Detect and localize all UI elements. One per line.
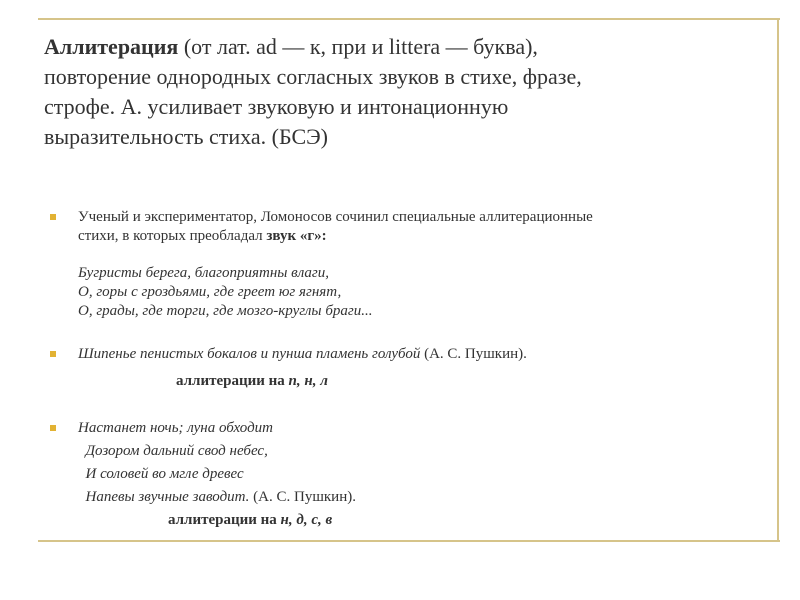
term-heading: Аллитерация [44,34,179,59]
right-rule [777,18,779,542]
definition-paragraph [44,32,734,152]
bullet-marker-icon [50,425,56,431]
verse-line: Бугристы берега, благоприятны влаги, [78,265,330,281]
attribution: (А. С. Пушкин). [420,346,527,362]
list-item [50,208,760,321]
pushkin-quote-line [78,345,760,364]
verse-line: Напевы звучные заводит. [78,489,250,505]
verse-line: О, горы с гроздьями, где греет юг ягнят, [78,284,342,300]
definition-line-4: выразительность стиха. (БСЭ) [44,124,328,149]
bullet-marker-icon [50,351,56,357]
verse-line: Настанет ночь; луна обходит [78,420,274,436]
sound-g-label: звук «г»: [266,228,327,244]
intro-text: стихи, в которых преобладал [78,228,267,244]
lomonosov-intro-line-1: Ученый и экспериментатор, Ломоносов сочинил специальные аллитерационные [78,209,593,225]
alliteration-label: аллитерации на [176,373,289,389]
bottom-rule [38,540,780,542]
lomonosov-intro-line-2 [78,227,760,246]
alliteration-label: аллитерации на [168,512,281,528]
verse-line: Дозором дальний свод небес, [78,443,268,459]
top-rule [38,18,780,20]
list-item [50,345,760,391]
list-item [50,419,760,530]
alliteration-letters: н, д, с, в [280,512,333,528]
alliteration-note [78,511,760,530]
alliteration-letters: п, н, л [288,373,328,389]
definition-line-1: (от лат. ad — к, при и littera — буква), [178,34,538,59]
verse-line: Шипенье пенистых бокалов и пунша пламень голубой [78,346,421,362]
verse-line: И соловей во мгле древес [78,466,244,482]
bullet-marker-icon [50,214,56,220]
verse-line: О, грады, где торги, где мозго-круглы браги... [78,303,373,319]
alliteration-note [78,372,760,391]
definition-line-2: повторение однородных согласных звуков в стихе, фразе, [44,64,582,89]
attribution: (А. С. Пушкин). [249,489,356,505]
definition-line-3: строфе. А. усиливает звуковую и интонационную [44,94,509,119]
examples-list [50,208,760,530]
verse-last-line [78,488,760,507]
